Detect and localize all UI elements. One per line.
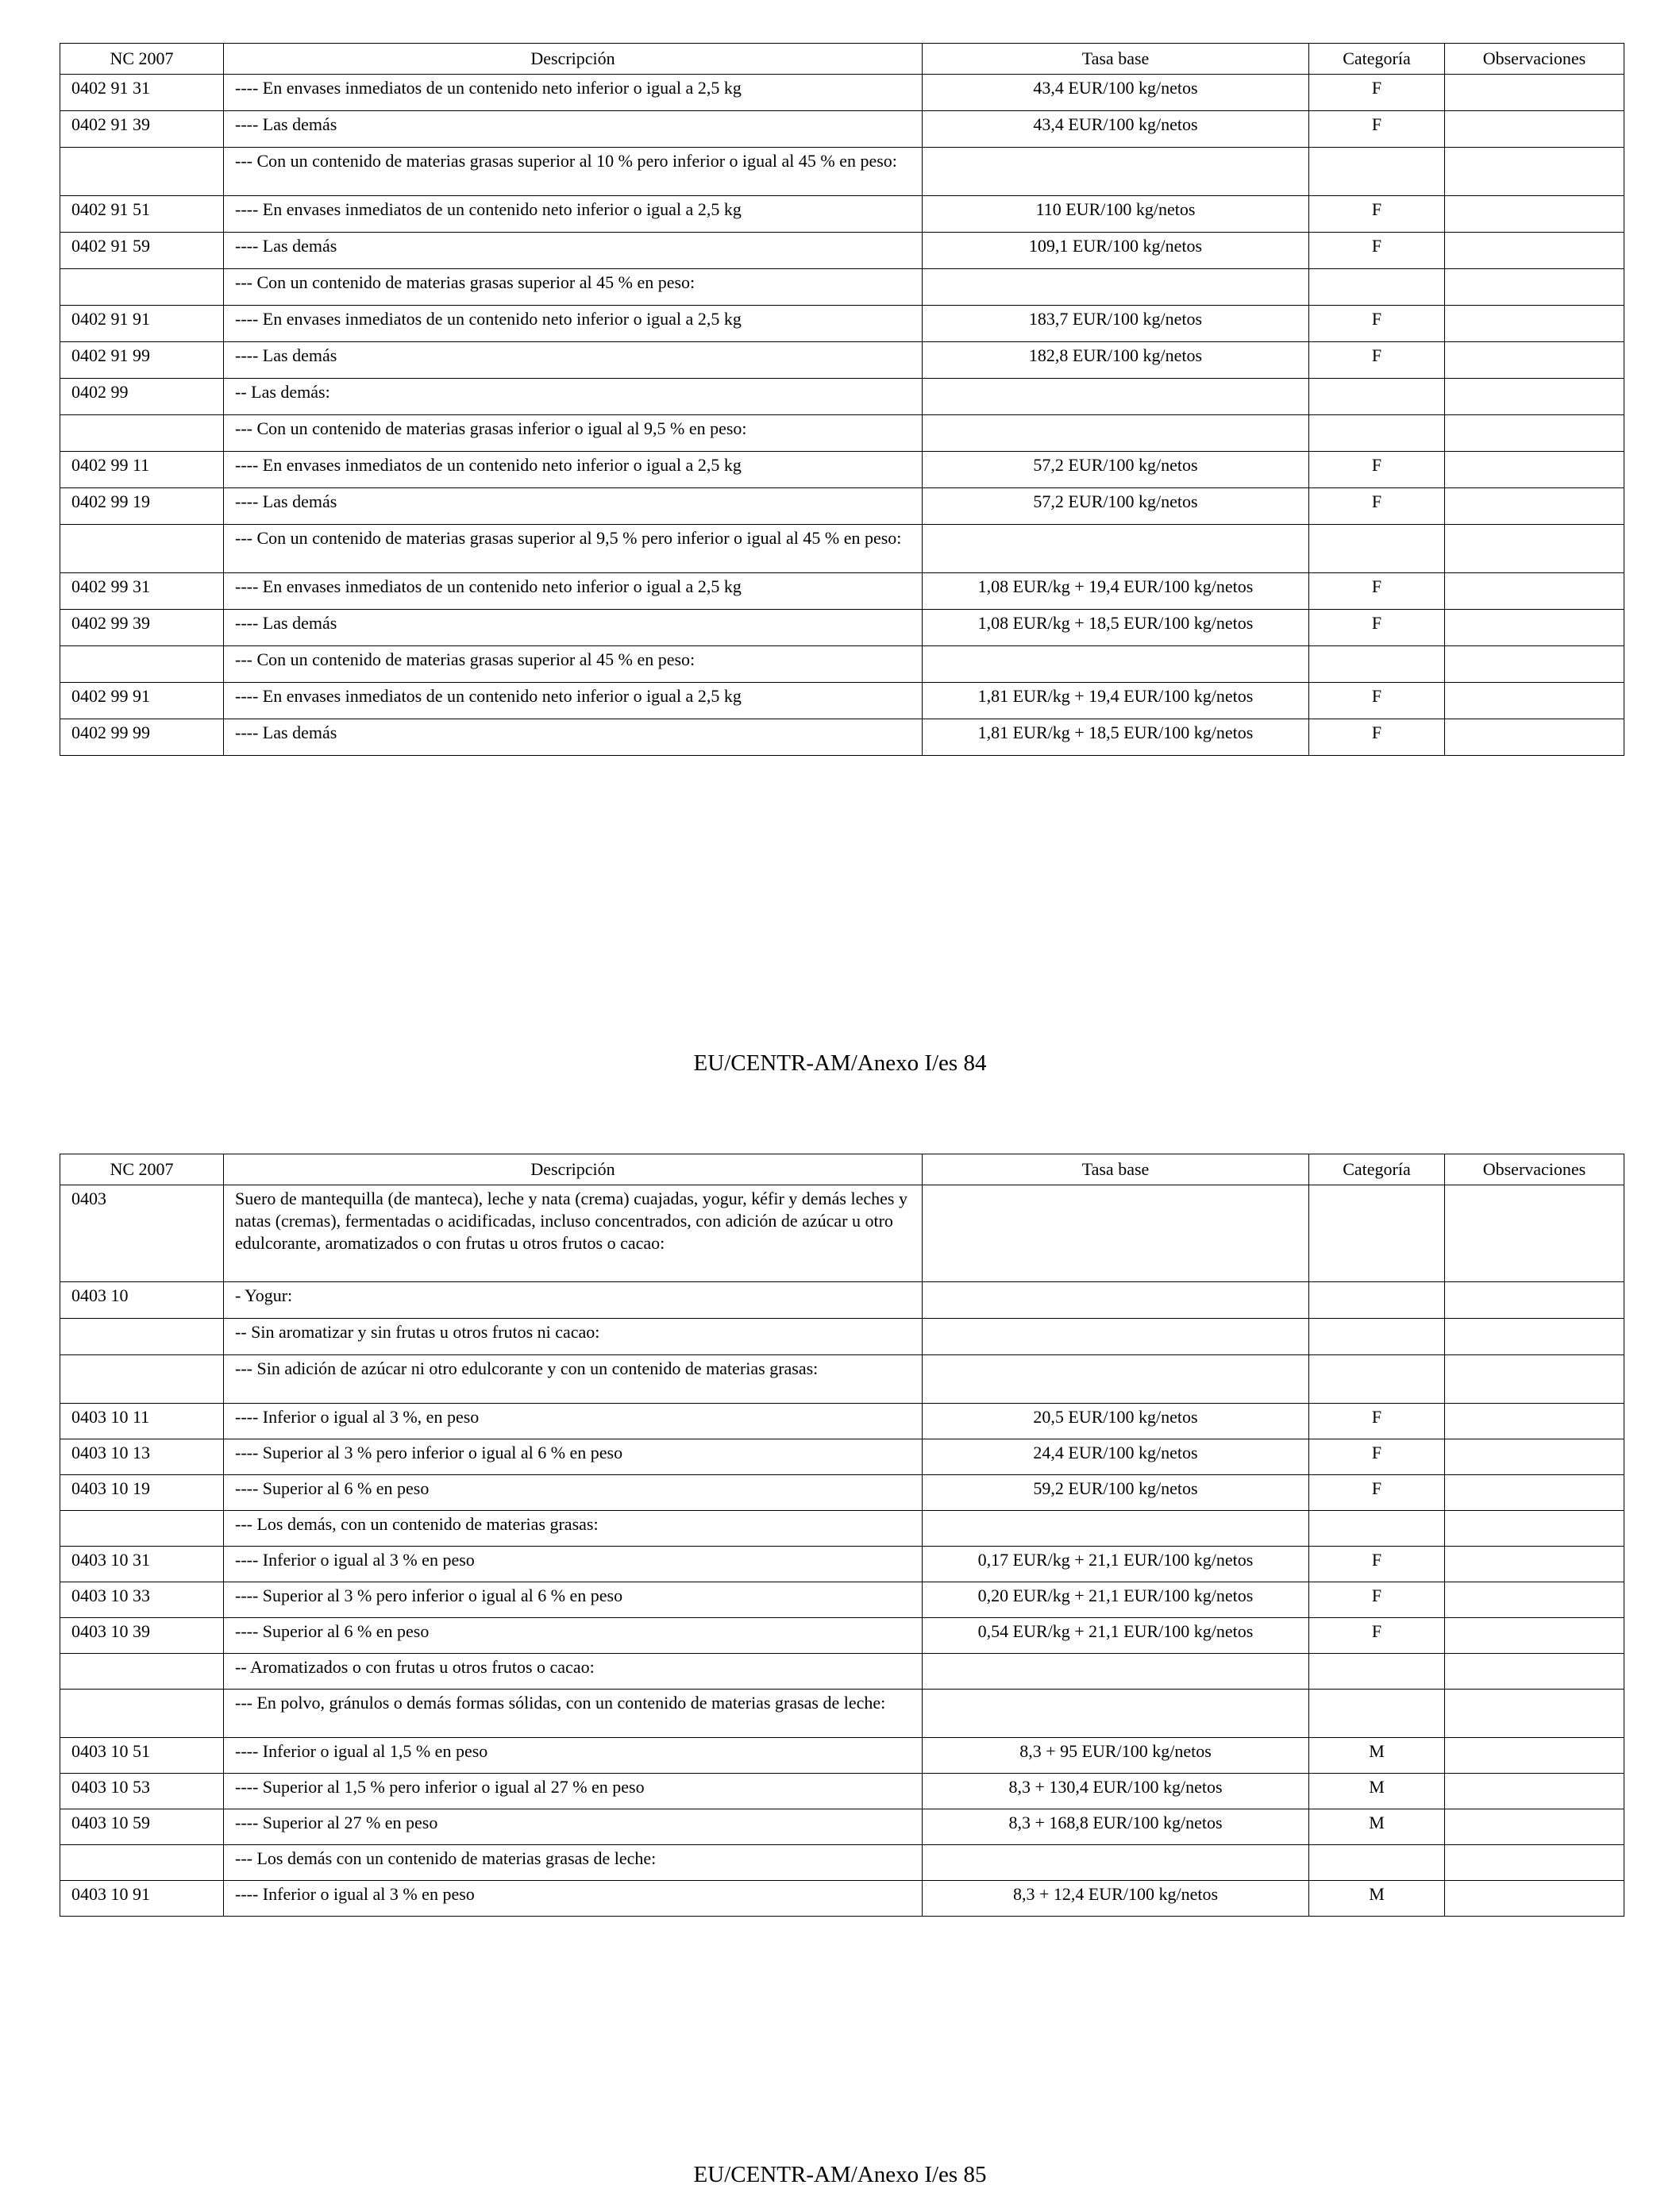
cell-description: -- Las demás:	[224, 379, 923, 415]
header-categoria: Categoría	[1309, 1154, 1445, 1185]
cell-nc-code	[60, 525, 224, 573]
cell-base-rate: 43,4 EUR/100 kg/netos	[923, 111, 1309, 148]
cell-observations	[1445, 1475, 1624, 1511]
cell-description: ---- Superior al 1,5 % pero inferior o igual al 27 % en peso	[224, 1774, 923, 1809]
cell-nc-code: 0403 10 19	[60, 1475, 224, 1511]
cell-observations	[1445, 1439, 1624, 1475]
table-row	[60, 1738, 1624, 1774]
cell-description: ---- Las demás	[224, 719, 923, 756]
cell-nc-code: 0402 91 31	[60, 75, 224, 111]
cell-category: F	[1309, 306, 1445, 342]
cell-observations	[1445, 111, 1624, 148]
table-row	[60, 573, 1624, 610]
cell-category	[1309, 148, 1445, 196]
cell-description: ---- Las demás	[224, 610, 923, 646]
table-header-row	[60, 44, 1624, 75]
cell-observations	[1445, 719, 1624, 756]
cell-category: F	[1309, 1475, 1445, 1511]
table-row	[60, 1511, 1624, 1547]
cell-base-rate	[923, 1185, 1309, 1282]
cell-nc-code: 0402 91 91	[60, 306, 224, 342]
table-row	[60, 379, 1624, 415]
header-nc-2007: NC 2007	[60, 44, 224, 75]
table-row	[60, 1618, 1624, 1654]
cell-observations	[1445, 75, 1624, 111]
table-row	[60, 1475, 1624, 1511]
cell-nc-code: 0403 10 33	[60, 1582, 224, 1618]
cell-description: ---- En envases inmediatos de un contenido neto inferior o igual a 2,5 kg	[224, 196, 923, 233]
cell-description: ---- Superior al 3 % pero inferior o igual al 6 % en peso	[224, 1439, 923, 1475]
cell-description: ---- En envases inmediatos de un contenido neto inferior o igual a 2,5 kg	[224, 573, 923, 610]
table-row	[60, 1319, 1624, 1355]
cell-description: - Yogur:	[224, 1282, 923, 1319]
cell-base-rate	[923, 148, 1309, 196]
cell-category: F	[1309, 1582, 1445, 1618]
cell-base-rate: 183,7 EUR/100 kg/netos	[923, 306, 1309, 342]
table-row	[60, 1185, 1624, 1282]
cell-base-rate	[923, 269, 1309, 306]
cell-base-rate: 0,17 EUR/kg + 21,1 EUR/100 kg/netos	[923, 1547, 1309, 1582]
cell-base-rate: 24,4 EUR/100 kg/netos	[923, 1439, 1309, 1475]
cell-category: F	[1309, 196, 1445, 233]
table-row	[60, 1547, 1624, 1582]
cell-observations	[1445, 1511, 1624, 1547]
cell-description: ---- Las demás	[224, 342, 923, 379]
header-descripcion: Descripción	[224, 1154, 923, 1185]
cell-description: -- Aromatizados o con frutas u otros frutos o cacao:	[224, 1654, 923, 1690]
cell-nc-code: 0403 10 59	[60, 1809, 224, 1845]
cell-observations	[1445, 1282, 1624, 1319]
cell-base-rate	[923, 1654, 1309, 1690]
cell-observations	[1445, 1690, 1624, 1738]
cell-category: M	[1309, 1738, 1445, 1774]
tariff-table-page-84	[60, 43, 1624, 756]
cell-description: --- Con un contenido de materias grasas superior al 10 % pero inferior o igual al 45 % en peso:	[224, 148, 923, 196]
cell-description: ---- En envases inmediatos de un contenido neto inferior o igual a 2,5 kg	[224, 683, 923, 719]
table-row	[60, 196, 1624, 233]
cell-base-rate	[923, 415, 1309, 452]
cell-base-rate: 8,3 + 130,4 EUR/100 kg/netos	[923, 1774, 1309, 1809]
cell-nc-code	[60, 1511, 224, 1547]
table-row	[60, 525, 1624, 573]
cell-observations	[1445, 379, 1624, 415]
cell-description: --- Con un contenido de materias grasas superior al 45 % en peso:	[224, 269, 923, 306]
cell-observations	[1445, 233, 1624, 269]
cell-observations	[1445, 1185, 1624, 1282]
cell-nc-code	[60, 148, 224, 196]
cell-description: ---- En envases inmediatos de un contenido neto inferior o igual a 2,5 kg	[224, 306, 923, 342]
cell-base-rate	[923, 1282, 1309, 1319]
cell-nc-code: 0403 10 53	[60, 1774, 224, 1809]
tariff-table-page-85	[60, 1154, 1624, 1917]
cell-description: ---- Superior al 6 % en peso	[224, 1475, 923, 1511]
cell-base-rate	[923, 379, 1309, 415]
cell-base-rate: 1,81 EUR/kg + 18,5 EUR/100 kg/netos	[923, 719, 1309, 756]
cell-nc-code: 0402 99	[60, 379, 224, 415]
cell-nc-code	[60, 1654, 224, 1690]
cell-category: F	[1309, 573, 1445, 610]
cell-base-rate: 110 EUR/100 kg/netos	[923, 196, 1309, 233]
table-row	[60, 75, 1624, 111]
cell-category: F	[1309, 610, 1445, 646]
cell-base-rate	[923, 525, 1309, 573]
cell-base-rate: 59,2 EUR/100 kg/netos	[923, 1475, 1309, 1511]
cell-base-rate: 57,2 EUR/100 kg/netos	[923, 488, 1309, 525]
table-row	[60, 452, 1624, 488]
table-row	[60, 1582, 1624, 1618]
table-row	[60, 683, 1624, 719]
cell-nc-code: 0403 10 13	[60, 1439, 224, 1475]
table-row	[60, 1774, 1624, 1809]
cell-observations	[1445, 452, 1624, 488]
cell-base-rate	[923, 646, 1309, 683]
cell-nc-code	[60, 646, 224, 683]
cell-category: M	[1309, 1881, 1445, 1917]
cell-observations	[1445, 306, 1624, 342]
cell-nc-code: 0403 10 91	[60, 1881, 224, 1917]
cell-category: F	[1309, 342, 1445, 379]
cell-observations	[1445, 196, 1624, 233]
cell-nc-code: 0402 91 51	[60, 196, 224, 233]
cell-nc-code	[60, 1845, 224, 1881]
cell-category	[1309, 269, 1445, 306]
cell-description: ---- Las demás	[224, 488, 923, 525]
cell-description: ---- Inferior o igual al 3 % en peso	[224, 1881, 923, 1917]
cell-nc-code	[60, 1319, 224, 1355]
cell-category: F	[1309, 488, 1445, 525]
cell-observations	[1445, 1881, 1624, 1917]
cell-category: F	[1309, 452, 1445, 488]
cell-category	[1309, 525, 1445, 573]
cell-category: F	[1309, 1618, 1445, 1654]
page-footer-85: EU/CENTR-AM/Anexo I/es 85	[693, 2162, 987, 2187]
header-observaciones: Observaciones	[1445, 1154, 1624, 1185]
cell-base-rate	[923, 1690, 1309, 1738]
cell-base-rate: 0,20 EUR/kg + 21,1 EUR/100 kg/netos	[923, 1582, 1309, 1618]
cell-category	[1309, 1319, 1445, 1355]
cell-observations	[1445, 1809, 1624, 1845]
cell-category: F	[1309, 1404, 1445, 1439]
cell-category	[1309, 379, 1445, 415]
cell-base-rate: 1,81 EUR/kg + 19,4 EUR/100 kg/netos	[923, 683, 1309, 719]
cell-base-rate	[923, 1319, 1309, 1355]
cell-description: --- Los demás, con un contenido de materias grasas:	[224, 1511, 923, 1547]
cell-nc-code: 0402 91 39	[60, 111, 224, 148]
cell-base-rate	[923, 1355, 1309, 1404]
cell-nc-code: 0402 99 31	[60, 573, 224, 610]
cell-nc-code: 0403 10 39	[60, 1618, 224, 1654]
cell-base-rate: 20,5 EUR/100 kg/netos	[923, 1404, 1309, 1439]
cell-base-rate	[923, 1845, 1309, 1881]
table-row	[60, 1654, 1624, 1690]
header-observaciones: Observaciones	[1445, 44, 1624, 75]
cell-nc-code: 0402 91 59	[60, 233, 224, 269]
table-row	[60, 148, 1624, 196]
cell-description: ---- En envases inmediatos de un contenido neto inferior o igual a 2,5 kg	[224, 452, 923, 488]
cell-observations	[1445, 1404, 1624, 1439]
table-row	[60, 610, 1624, 646]
table-row	[60, 415, 1624, 452]
cell-category: F	[1309, 683, 1445, 719]
cell-observations	[1445, 1319, 1624, 1355]
cell-observations	[1445, 1845, 1624, 1881]
cell-nc-code: 0402 99 39	[60, 610, 224, 646]
cell-category: F	[1309, 75, 1445, 111]
cell-category: F	[1309, 1439, 1445, 1475]
cell-description: ---- Las demás	[224, 111, 923, 148]
table-row	[60, 1404, 1624, 1439]
cell-description: ---- Inferior o igual al 3 %, en peso	[224, 1404, 923, 1439]
cell-category	[1309, 1654, 1445, 1690]
cell-description: --- Sin adición de azúcar ni otro edulcorante y con un contenido de materias grasas:	[224, 1355, 923, 1404]
table-row	[60, 1439, 1624, 1475]
cell-category	[1309, 1511, 1445, 1547]
cell-observations	[1445, 1547, 1624, 1582]
cell-description: --- Con un contenido de materias grasas superior al 45 % en peso:	[224, 646, 923, 683]
cell-observations	[1445, 1654, 1624, 1690]
cell-category	[1309, 646, 1445, 683]
page-footer-84: EU/CENTR-AM/Anexo I/es 84	[693, 1050, 987, 1076]
cell-observations	[1445, 415, 1624, 452]
table-row	[60, 1845, 1624, 1881]
cell-category: F	[1309, 233, 1445, 269]
cell-nc-code	[60, 1690, 224, 1738]
table-row	[60, 488, 1624, 525]
cell-description: ---- Superior al 6 % en peso	[224, 1618, 923, 1654]
cell-base-rate: 43,4 EUR/100 kg/netos	[923, 75, 1309, 111]
cell-description: --- Con un contenido de materias grasas inferior o igual al 9,5 % en peso:	[224, 415, 923, 452]
header-categoria: Categoría	[1309, 44, 1445, 75]
cell-category: M	[1309, 1809, 1445, 1845]
table-row	[60, 1690, 1624, 1738]
cell-nc-code: 0402 91 99	[60, 342, 224, 379]
cell-category	[1309, 1185, 1445, 1282]
cell-category: F	[1309, 111, 1445, 148]
table-header-row	[60, 1154, 1624, 1185]
cell-category	[1309, 1845, 1445, 1881]
cell-nc-code	[60, 269, 224, 306]
cell-nc-code: 0402 99 11	[60, 452, 224, 488]
cell-observations	[1445, 488, 1624, 525]
cell-description: --- Con un contenido de materias grasas superior al 9,5 % pero inferior o igual al 45 % en peso:	[224, 525, 923, 573]
cell-description: -- Sin aromatizar y sin frutas u otros frutos ni cacao:	[224, 1319, 923, 1355]
cell-description: Suero de mantequilla (de manteca), leche y nata (crema) cuajadas, yogur, kéfir y demás leches y natas (cremas), fermentadas o acidificadas, incluso concentrados, con adición de azúcar u otro edulcorante, aromatizados o con frutas u otros frutos o cacao:	[224, 1185, 923, 1282]
cell-base-rate: 57,2 EUR/100 kg/netos	[923, 452, 1309, 488]
header-tasa-base: Tasa base	[923, 1154, 1309, 1185]
cell-category	[1309, 1690, 1445, 1738]
table-row	[60, 1282, 1624, 1319]
cell-base-rate	[923, 1511, 1309, 1547]
cell-category: F	[1309, 719, 1445, 756]
cell-observations	[1445, 269, 1624, 306]
cell-base-rate: 109,1 EUR/100 kg/netos	[923, 233, 1309, 269]
cell-observations	[1445, 148, 1624, 196]
table-row	[60, 1881, 1624, 1917]
cell-observations	[1445, 1355, 1624, 1404]
cell-nc-code: 0402 99 99	[60, 719, 224, 756]
cell-observations	[1445, 646, 1624, 683]
cell-category	[1309, 1282, 1445, 1319]
cell-description: ---- Superior al 27 % en peso	[224, 1809, 923, 1845]
cell-category: M	[1309, 1774, 1445, 1809]
cell-base-rate: 1,08 EUR/kg + 18,5 EUR/100 kg/netos	[923, 610, 1309, 646]
cell-observations	[1445, 683, 1624, 719]
cell-nc-code: 0402 99 91	[60, 683, 224, 719]
cell-base-rate: 0,54 EUR/kg + 21,1 EUR/100 kg/netos	[923, 1618, 1309, 1654]
cell-observations	[1445, 525, 1624, 573]
cell-description: --- En polvo, gránulos o demás formas sólidas, con un contenido de materias grasas de leche:	[224, 1690, 923, 1738]
cell-nc-code: 0403	[60, 1185, 224, 1282]
cell-observations	[1445, 1738, 1624, 1774]
header-descripcion: Descripción	[224, 44, 923, 75]
table-row	[60, 342, 1624, 379]
cell-nc-code: 0402 99 19	[60, 488, 224, 525]
cell-nc-code	[60, 1355, 224, 1404]
cell-base-rate: 1,08 EUR/kg + 19,4 EUR/100 kg/netos	[923, 573, 1309, 610]
table-row	[60, 233, 1624, 269]
cell-nc-code	[60, 415, 224, 452]
cell-base-rate: 8,3 + 95 EUR/100 kg/netos	[923, 1738, 1309, 1774]
cell-observations	[1445, 1582, 1624, 1618]
table-row	[60, 306, 1624, 342]
cell-nc-code: 0403 10 11	[60, 1404, 224, 1439]
cell-category	[1309, 1355, 1445, 1404]
cell-description: ---- Inferior o igual al 3 % en peso	[224, 1547, 923, 1582]
cell-base-rate: 8,3 + 168,8 EUR/100 kg/netos	[923, 1809, 1309, 1845]
cell-observations	[1445, 342, 1624, 379]
table-row	[60, 719, 1624, 756]
cell-category: F	[1309, 1547, 1445, 1582]
table-row	[60, 111, 1624, 148]
table-row	[60, 1355, 1624, 1404]
cell-description: ---- Inferior o igual al 1,5 % en peso	[224, 1738, 923, 1774]
table-row	[60, 269, 1624, 306]
cell-description: ---- Las demás	[224, 233, 923, 269]
cell-nc-code: 0403 10	[60, 1282, 224, 1319]
cell-observations	[1445, 610, 1624, 646]
cell-base-rate: 182,8 EUR/100 kg/netos	[923, 342, 1309, 379]
cell-observations	[1445, 1618, 1624, 1654]
cell-description: --- Los demás con un contenido de materias grasas de leche:	[224, 1845, 923, 1881]
cell-category	[1309, 415, 1445, 452]
table-row	[60, 1809, 1624, 1845]
cell-nc-code: 0403 10 31	[60, 1547, 224, 1582]
header-nc-2007: NC 2007	[60, 1154, 224, 1185]
table-row	[60, 646, 1624, 683]
cell-description: ---- Superior al 3 % pero inferior o igual al 6 % en peso	[224, 1582, 923, 1618]
cell-observations	[1445, 1774, 1624, 1809]
header-tasa-base: Tasa base	[923, 44, 1309, 75]
cell-observations	[1445, 573, 1624, 610]
cell-base-rate: 8,3 + 12,4 EUR/100 kg/netos	[923, 1881, 1309, 1917]
cell-description: ---- En envases inmediatos de un contenido neto inferior o igual a 2,5 kg	[224, 75, 923, 111]
cell-nc-code: 0403 10 51	[60, 1738, 224, 1774]
